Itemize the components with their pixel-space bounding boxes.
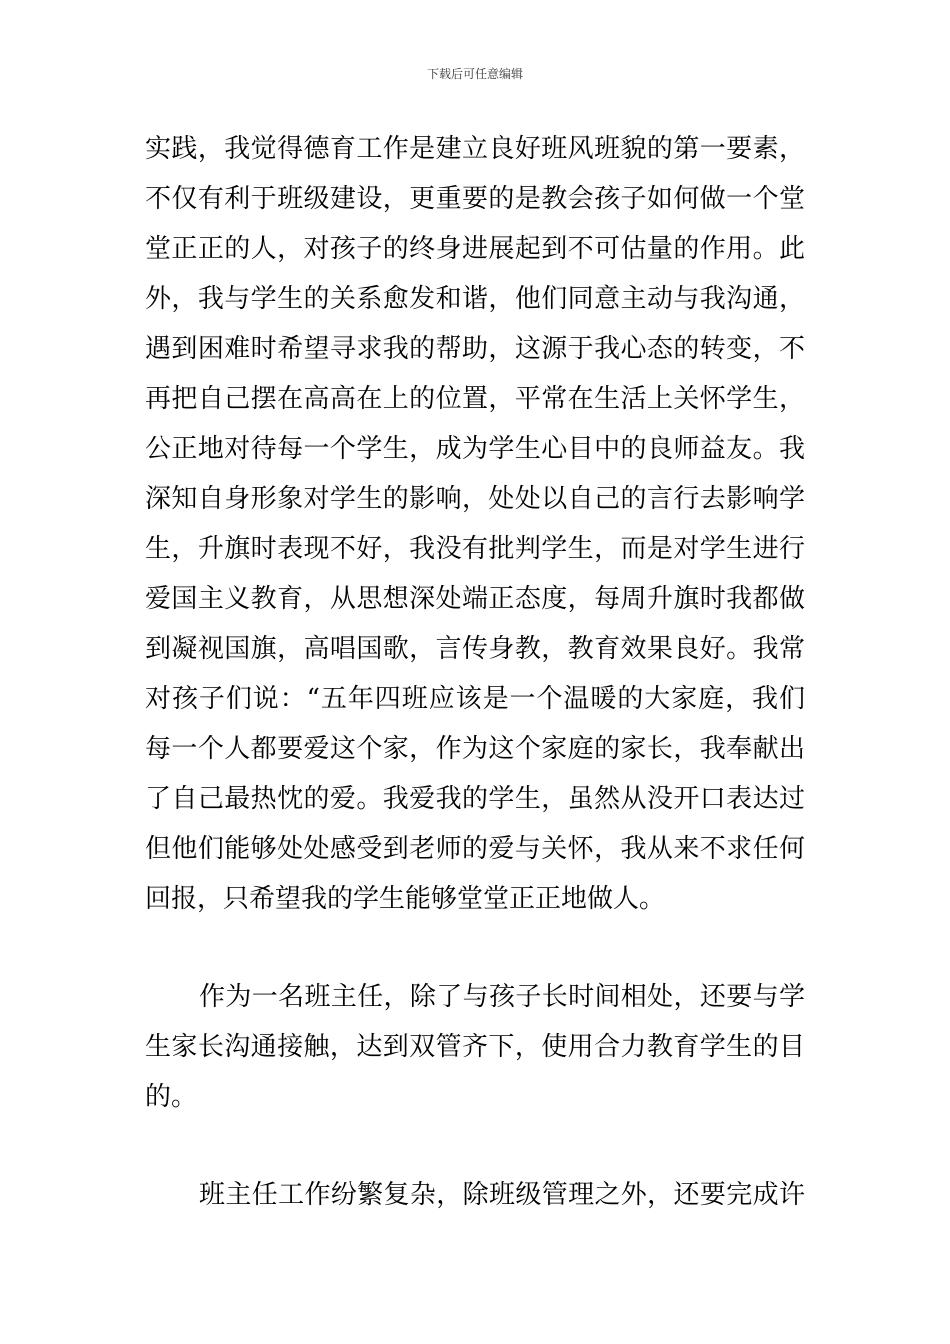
text-line: 班主任工作纷繁复杂，除班级管理之外，还要完成许: [199, 1180, 805, 1210]
text-line: 爱国主义教育，从思想深处端正态度，每周升旗时我都做: [145, 584, 805, 614]
paragraph: [145, 124, 805, 924]
text-line: 深知自身形象对学生的影响，处处以自己的言行去影响学: [145, 484, 805, 514]
paragraph: [145, 1170, 805, 1220]
text-line: 到凝视国旗，高唱国歌，言传身教，教育效果良好。我常: [145, 634, 805, 664]
text-line: 实践，我觉得德育工作是建立良好班风班貌的第一要素，: [145, 134, 805, 164]
text-line: 不仅有利于班级建设，更重要的是教会孩子如何做一个堂: [145, 184, 805, 214]
page-header: 下载后可任意编辑: [426, 67, 523, 81]
text-line: 再把自己摆在高高在上的位置，平常在生活上关怀学生，: [145, 384, 805, 414]
text-line: 对孩子们说：“五年四班应该是一个温暖的大家庭，我们: [145, 684, 805, 714]
text-line: 生家长沟通接触，达到双管齐下，使用合力教育学生的目: [145, 1032, 805, 1062]
paragraph: [145, 972, 805, 1122]
text-line: 堂正正的人，对孩子的终身进展起到不可估量的作用。此: [145, 234, 805, 264]
document-body: [145, 124, 805, 1220]
text-line: 公正地对待每一个学生，成为学生心目中的良师益友。我: [145, 434, 805, 464]
text-line: 回报，只希望我的学生能够堂堂正正地做人。: [145, 884, 666, 914]
text-line: 生，升旗时表现不好，我没有批判学生，而是对学生进行: [145, 534, 805, 564]
text-line: 作为一名班主任，除了与孩子长时间相处，还要与学: [199, 982, 805, 1012]
paragraph-gap: [145, 1122, 805, 1170]
text-line: 但他们能够处处感受到老师的爱与关怀，我从来不求任何: [145, 834, 805, 864]
text-line: 的。: [145, 1082, 198, 1112]
text-line: 了自己最热忱的爱。我爱我的学生，虽然从没开口表达过: [145, 784, 805, 814]
text-line: 遇到困难时希望寻求我的帮助，这源于我心态的转变，不: [145, 334, 805, 364]
text-line: 每一个人都要爱这个家，作为这个家庭的家长，我奉献出: [145, 734, 805, 764]
text-line: 外，我与学生的关系愈发和谐，他们同意主动与我沟通，: [145, 284, 805, 314]
paragraph-gap: [145, 924, 805, 972]
